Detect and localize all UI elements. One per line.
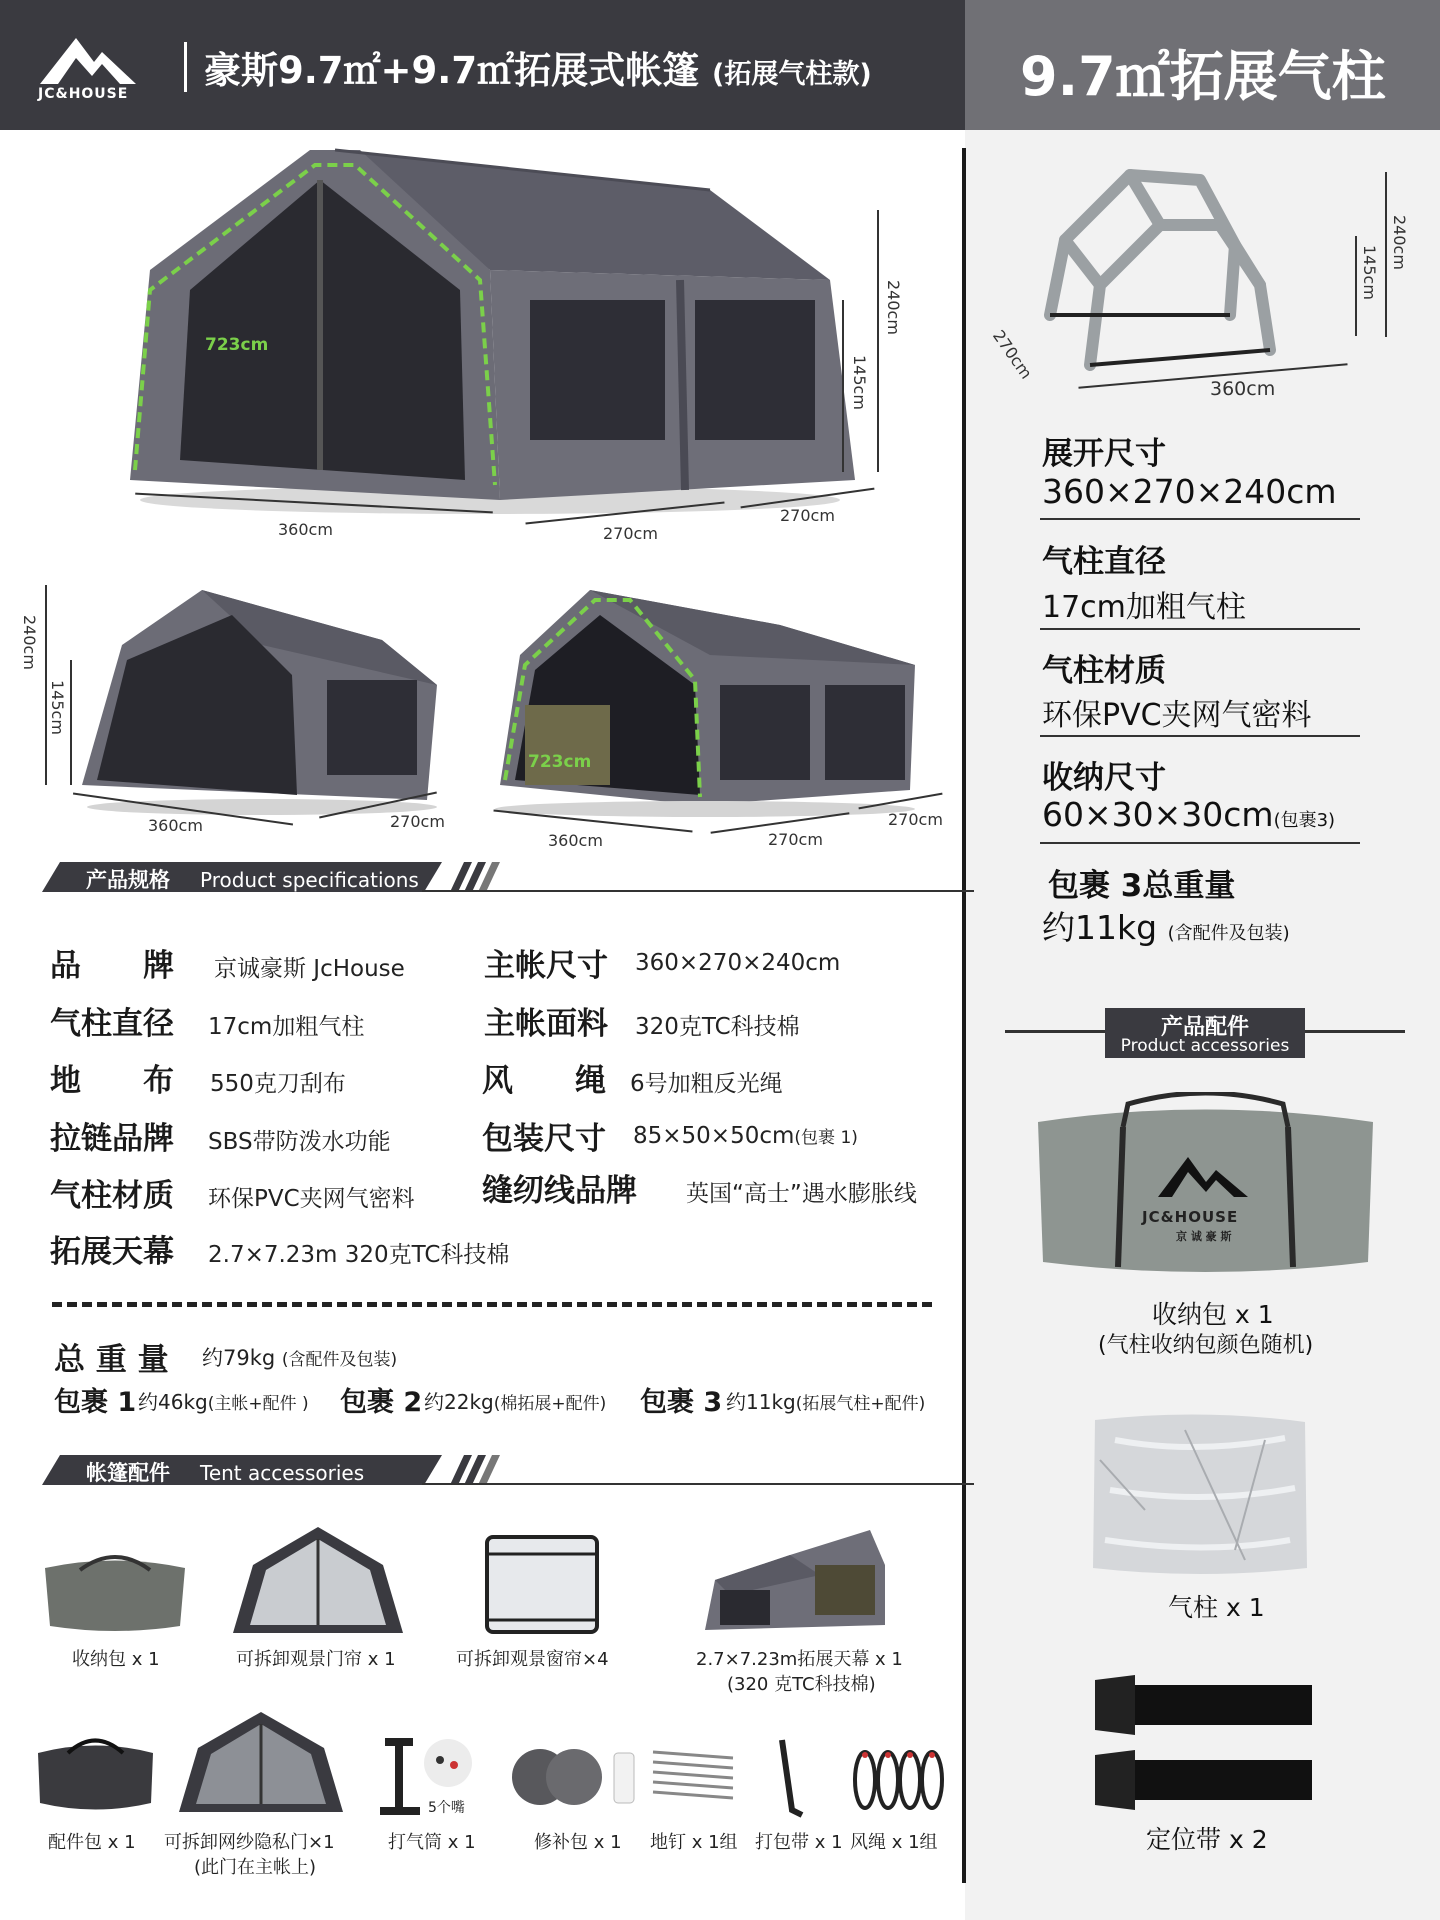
rp-spec-title-pkg3-weight: 包裹 3总重量 xyxy=(1048,868,1236,904)
spec-value-package-size-note: (包裹 1) xyxy=(794,1128,858,1148)
spec-value-zipper: SBS带防泼水功能 xyxy=(208,1129,391,1155)
main-tent-image xyxy=(110,140,870,520)
rp-air-pillar-image xyxy=(1085,1410,1315,1578)
tent-extended-image xyxy=(480,585,920,820)
weight-pkg1-value-text: 约46kg xyxy=(138,1390,208,1414)
accessory-label-guy-rope: 风绳 x 1组 xyxy=(850,1832,938,1853)
spec-label-brand: 品 牌 xyxy=(50,948,174,984)
rp-accessories-title-en: Product accessories xyxy=(1120,1036,1290,1056)
spec-label-groundsheet: 地 布 xyxy=(50,1063,174,1099)
accessory-label-packing-strap: 打包带 x 1 xyxy=(755,1832,843,1853)
header-right-title: 9.7㎡拓展气柱 xyxy=(1020,45,1386,108)
weight-pkg3-label: 包裹 3 xyxy=(640,1387,723,1418)
spec-label-thread-brand: 缝纫线品牌 xyxy=(482,1173,637,1209)
accessory-label-mesh-door: 可拆卸网纱隐私门×1 xyxy=(164,1832,335,1853)
small1-dim-height-total: 240cm xyxy=(20,615,39,670)
weight-pkg2-value xyxy=(424,1386,606,1415)
rp-spec-value-pillar-material: 环保PVC夹网气密料 xyxy=(1042,698,1312,733)
rp-spec-divider-2 xyxy=(1040,628,1360,630)
spec-label-extension-canopy: 拓展天幕 xyxy=(50,1234,174,1270)
rp-positioning-strap-image xyxy=(1090,1665,1315,1820)
main-dim-depth2: 270cm xyxy=(780,506,835,525)
rp-storage-bag-image xyxy=(1028,1092,1383,1277)
accessory-bag-icon xyxy=(33,1728,158,1813)
main-dim-height-line xyxy=(877,210,879,472)
page-title-main: 豪斯9.7㎡+9.7㎡拓展式帐篷 xyxy=(204,49,700,92)
storage-bag-icon xyxy=(40,1548,190,1633)
small2-dim-depth2: 270cm xyxy=(888,810,943,829)
header-divider xyxy=(184,42,187,92)
frame-dim-wall-line xyxy=(1355,236,1357,336)
main-dim-width: 360cm xyxy=(278,520,333,539)
brand-logo-text: JC&HOUSE xyxy=(38,86,129,102)
rp-accessories-header xyxy=(1005,1008,1405,1058)
specs-section-title-en: Product specifications xyxy=(200,868,419,892)
accessories-section-underline xyxy=(422,1483,974,1485)
small1-dim-height-wall: 145cm xyxy=(48,680,67,735)
small2-dim-depth1: 270cm xyxy=(768,830,823,849)
rp-spec-divider-4 xyxy=(1040,842,1360,844)
rp-spec-value-storage-size-note: (包裹3) xyxy=(1273,810,1336,831)
accessory-sub-mesh-door: (此门在主帐上) xyxy=(194,1857,317,1878)
spec-value-guy-rope: 6号加粗反光绳 xyxy=(630,1071,783,1097)
rp-spec-title-unfold-size: 展开尺寸 xyxy=(1042,436,1166,472)
spec-value-extension-canopy: 2.7×7.23m 320克TC科技棉 xyxy=(208,1242,510,1268)
frame-dim-height-line xyxy=(1385,172,1387,337)
weight-total-value-text: 约79kg xyxy=(202,1346,276,1370)
spec-value-package-size-text: 85×50×50cm xyxy=(633,1123,795,1149)
small1-dim-width: 360cm xyxy=(148,816,203,835)
spec-label-pillar-material: 气柱材质 xyxy=(50,1178,174,1214)
rp-item-label-positioning-strap: 定位带 x 2 xyxy=(1146,1825,1268,1854)
frame-dim-height-total: 240cm xyxy=(1390,215,1409,270)
tent-main-only-image xyxy=(82,585,442,820)
rp-spec-value-pkg3-weight xyxy=(1042,902,1290,949)
spec-value-pillar-material: 环保PVC夹网气密料 xyxy=(208,1186,415,1212)
accessory-label-view-door: 可拆卸观景门帘 x 1 xyxy=(236,1649,396,1670)
frame-dim-depth: 270cm xyxy=(988,326,1036,383)
air-frame-image xyxy=(1030,165,1350,385)
spec-label-pillar-diameter: 气柱直径 xyxy=(50,1006,174,1042)
specs-dashed-divider xyxy=(52,1302,932,1307)
spec-label-guy-rope: 风 绳 xyxy=(482,1063,606,1099)
weight-pkg2-note: (棉拓展+配件) xyxy=(493,1394,607,1414)
rp-spec-value-unfold-size: 360×270×240cm xyxy=(1042,472,1337,511)
rp-spec-value-pillar-diameter: 17cm加粗气柱 xyxy=(1042,590,1246,625)
weight-pkg2-label: 包裹 2 xyxy=(340,1387,423,1418)
main-dim-depth1: 270cm xyxy=(603,524,658,543)
view-window-icon xyxy=(482,1532,602,1637)
spec-value-main-size: 360×270×240cm xyxy=(635,950,841,976)
small1-dim-depth: 270cm xyxy=(390,812,445,831)
main-dim-height-wall: 145cm xyxy=(850,355,869,410)
packing-strap-icon xyxy=(772,1735,812,1820)
main-dim-diagonal: 723cm xyxy=(205,335,269,355)
rp-bag-logo-text: JC&HOUSE xyxy=(1142,1208,1239,1226)
weight-pkg3-note: (拓展气柱+配件) xyxy=(795,1394,926,1414)
weight-pkg3-value-text: 约11kg xyxy=(726,1390,796,1414)
frame-dim-height-wall: 145cm xyxy=(1360,245,1379,300)
frame-dim-width: 360cm xyxy=(1210,378,1276,400)
accessory-sub-extension-canopy: (320 克TC科技棉) xyxy=(727,1674,876,1695)
specs-section-title-cn: 产品规格 xyxy=(86,868,170,892)
accessory-label-repair-kit: 修补包 x 1 xyxy=(534,1832,622,1853)
spec-value-package-size xyxy=(633,1123,858,1149)
weight-pkg2-value-text: 约22kg xyxy=(424,1390,494,1414)
rp-spec-divider-3 xyxy=(1040,735,1360,737)
extension-canopy-icon xyxy=(700,1525,890,1635)
main-dim-wall-line xyxy=(842,300,844,472)
header-bar xyxy=(0,0,965,130)
accessories-section-title-cn: 帐篷配件 xyxy=(86,1461,170,1485)
specs-section-underline xyxy=(422,890,974,892)
accessories-section-title-en: Tent accessories xyxy=(200,1461,365,1485)
view-door-icon xyxy=(228,1525,408,1637)
spec-value-pillar-diameter: 17cm加粗气柱 xyxy=(208,1014,365,1040)
mesh-door-icon xyxy=(176,1710,346,1815)
spec-label-main-fabric: 主帐面料 xyxy=(484,1006,608,1042)
right-panel-divider xyxy=(962,148,966,1883)
weight-pkg1-label: 包裹 1 xyxy=(54,1387,137,1418)
accessory-label-storage-bag: 收纳包 x 1 xyxy=(72,1649,160,1670)
small2-dim-width: 360cm xyxy=(548,831,603,850)
weight-pkg1-note: (主帐+配件 ) xyxy=(207,1394,309,1414)
rp-bag-logo-cn: 京 诚 豪 斯 xyxy=(1176,1230,1232,1243)
rp-spec-title-storage-size: 收纳尺寸 xyxy=(1042,760,1166,796)
spec-label-package-size: 包装尺寸 xyxy=(482,1121,606,1157)
specs-section-header xyxy=(42,862,932,896)
rp-spec-value-pkg3-weight-note: (含配件及包装) xyxy=(1167,923,1290,944)
accessory-label-view-window: 可拆卸观景窗帘×4 xyxy=(456,1649,609,1670)
repair-kit-icon xyxy=(512,1745,642,1810)
rp-item-sub-storage-bag: (气柱收纳包颜色随机) xyxy=(1098,1333,1314,1358)
rp-spec-value-storage-size xyxy=(1042,795,1335,834)
rp-item-label-storage-bag: 收纳包 x 1 xyxy=(1152,1300,1274,1329)
weight-pkg3-value xyxy=(726,1386,925,1415)
accessory-label-extension-canopy: 2.7×7.23m拓展天幕 x 1 xyxy=(696,1649,903,1670)
rp-item-label-air-pillar: 气柱 x 1 xyxy=(1168,1593,1265,1622)
rp-spec-title-pillar-material: 气柱材质 xyxy=(1042,653,1166,689)
weight-total-note: (含配件及包装) xyxy=(281,1350,398,1370)
section-stripes-icon xyxy=(442,862,512,892)
ground-stakes-icon xyxy=(648,1740,738,1810)
spec-label-main-size: 主帐尺寸 xyxy=(484,948,608,984)
small1-dim-height-line xyxy=(45,585,47,785)
spec-value-main-fabric: 320克TC科技棉 xyxy=(635,1014,800,1040)
rp-spec-divider-1 xyxy=(1040,518,1360,520)
small2-dim-diagonal: 723cm xyxy=(528,752,592,772)
page-title-suffix: (拓展气柱款) xyxy=(711,59,872,90)
guy-rope-icon xyxy=(850,1745,945,1815)
rp-accessories-header-box xyxy=(1105,1008,1305,1058)
section-stripes-icon xyxy=(442,1455,512,1485)
air-pump-nozzle-tag: 5个嘴 xyxy=(428,1800,465,1816)
page-title xyxy=(204,40,872,94)
main-dim-height-total: 240cm xyxy=(884,280,903,335)
rp-spec-value-pkg3-weight-text: 约11kg xyxy=(1042,908,1158,947)
spec-label-zipper: 拉链品牌 xyxy=(50,1121,174,1157)
accessories-section-header xyxy=(42,1455,932,1489)
accessory-label-ground-stakes: 地钉 x 1组 xyxy=(650,1832,738,1853)
weight-total-value xyxy=(202,1342,397,1372)
weight-pkg1-value xyxy=(138,1386,309,1415)
rp-accessories-title-cn: 产品配件 xyxy=(1160,1015,1249,1040)
spec-value-groundsheet: 550克刀刮布 xyxy=(210,1071,346,1097)
spec-value-thread-brand: 英国“高士”遇水膨胀线 xyxy=(686,1181,917,1207)
accessory-label-accessory-bag: 配件包 x 1 xyxy=(48,1832,136,1853)
rp-spec-value-storage-size-text: 60×30×30cm xyxy=(1042,795,1274,834)
accessory-label-air-pump: 打气筒 x 1 xyxy=(388,1832,476,1853)
spec-value-brand: 京诚豪斯 JcHouse xyxy=(214,956,405,982)
small1-dim-wall-line xyxy=(70,660,72,785)
rp-spec-title-pillar-diameter: 气柱直径 xyxy=(1042,544,1166,580)
weight-total-label: 总 重 量 xyxy=(54,1342,169,1378)
